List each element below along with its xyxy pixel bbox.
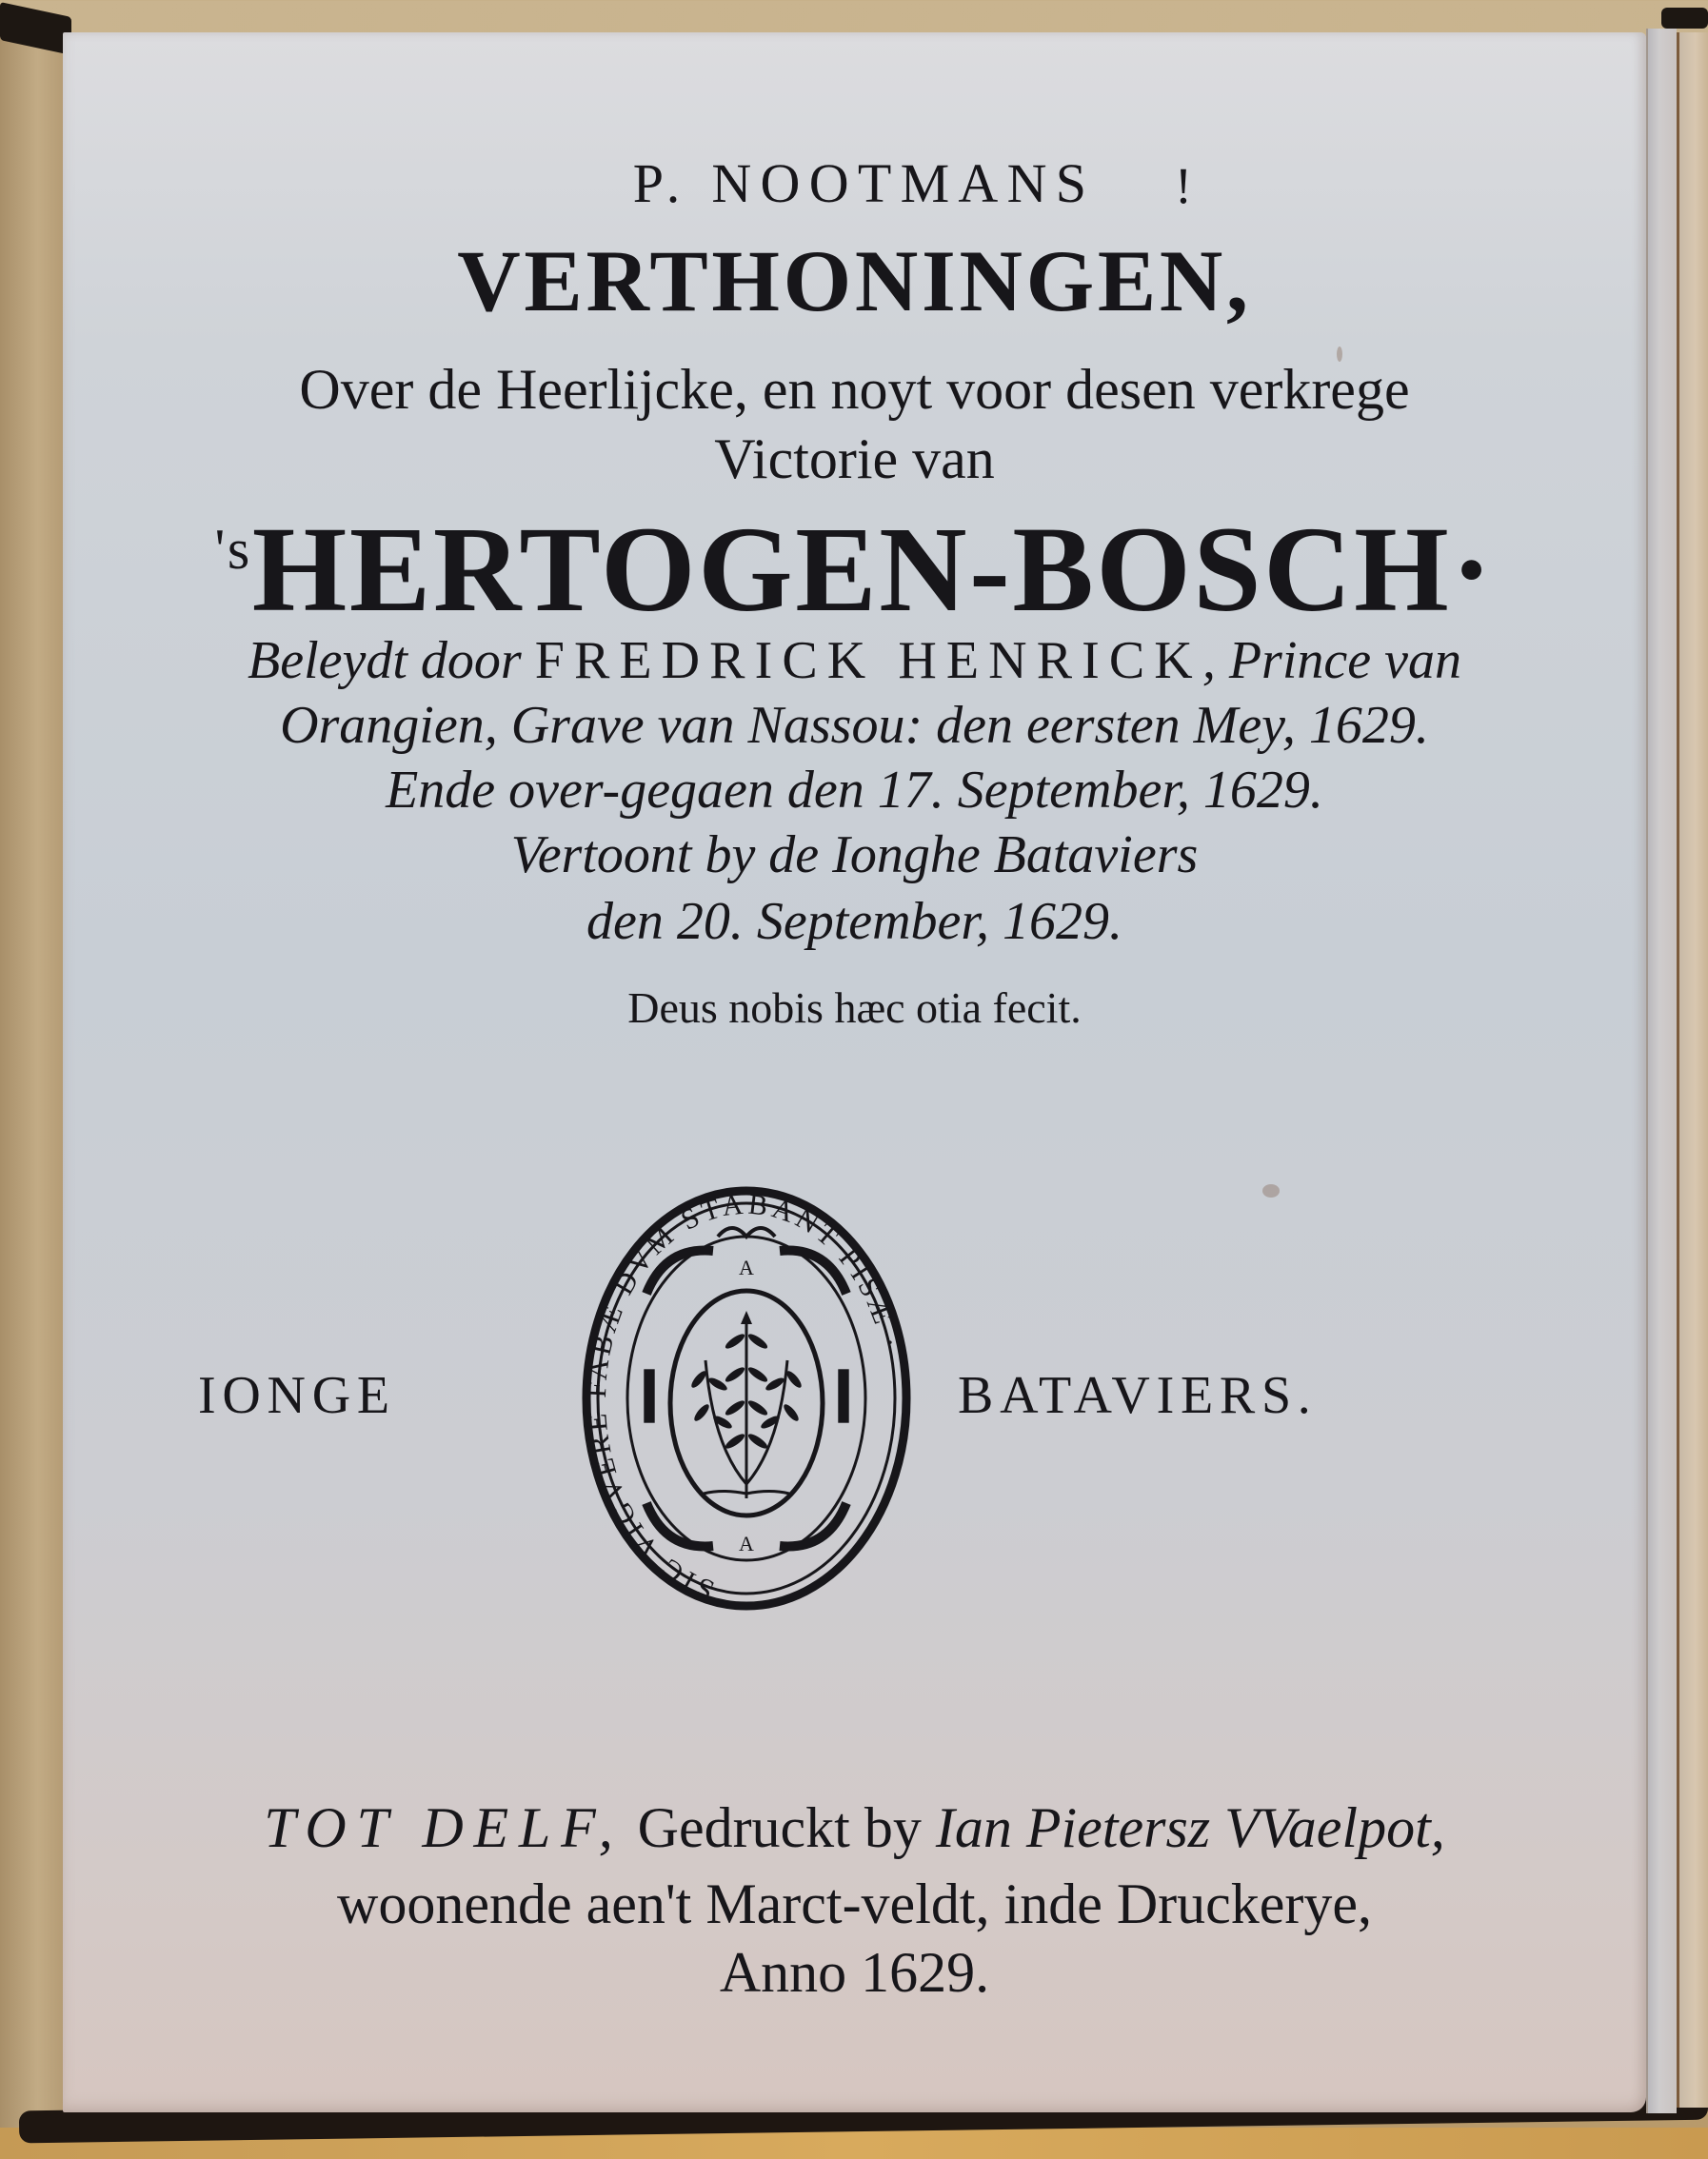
beleydt-text: Beleydt door [248,631,535,690]
device-left-word: IONGE [198,1366,396,1425]
commander-line [63,631,1646,690]
svg-text:SIC VIGVERE FABÆ DVM STABANT: SIC VIGVERE FABÆ DVM STABANT PISÆ · [580,1188,907,1606]
imprint-printed-by: Gedruckt by [623,1796,936,1859]
imprint-line-1 [63,1796,1646,1859]
city-prefix: 's [214,518,252,581]
imprint-printer: Ian Pietersz VVaelpot, [935,1796,1445,1859]
performance-date-line: den 20. September, 1629. [586,892,1122,951]
city-name: HERTOGEN-BOSCH· [251,502,1495,637]
page-leaf-edge [1646,29,1677,2113]
device-right-word: BATAVIERS. [958,1366,1318,1425]
subtitle-line-1: Over de Heerlijcke, en noyt voor desen verkrege [299,358,1410,421]
author-line [63,152,1656,214]
city-heading [63,502,1646,637]
commander-name: FREDRICK HENRICK [534,631,1202,690]
titles-date-line: Orangien, Grave van Nassou: den eersten Mey, 1629. [280,696,1429,755]
page-leaf-edge-outer [1677,32,1708,2108]
subtitle-line-2: Victorie van [714,427,995,490]
foxing-spot [1262,1184,1280,1198]
prince-text: , Prince van [1202,631,1461,690]
page-title: VERTHONINGEN, [457,232,1252,329]
svg-text:A: A [739,1532,754,1555]
printers-device-seal-icon [580,1179,913,1617]
imprint-place: TOT DELF, [264,1796,624,1859]
motto: Deus nobis hæc otia fecit. [627,983,1082,1032]
imprint-address: woonende aen't Marct-veldt, inde Druckerye, [336,1872,1373,1935]
imprint-year: Anno 1629. [719,1941,990,2004]
book-cover-edge-left [0,38,63,2159]
author-name: P. NOOTMANS [632,152,1096,214]
binding-corner-right [1661,8,1708,29]
surrender-date-line: Ende over-gegaen den 17. September, 1629. [386,761,1323,820]
title-page [63,32,1646,2112]
performed-by-line: Vertoont by de Ionghe Bataviers [510,825,1199,884]
svg-text:A: A [739,1256,754,1279]
stray-mark: ! [1175,157,1192,214]
